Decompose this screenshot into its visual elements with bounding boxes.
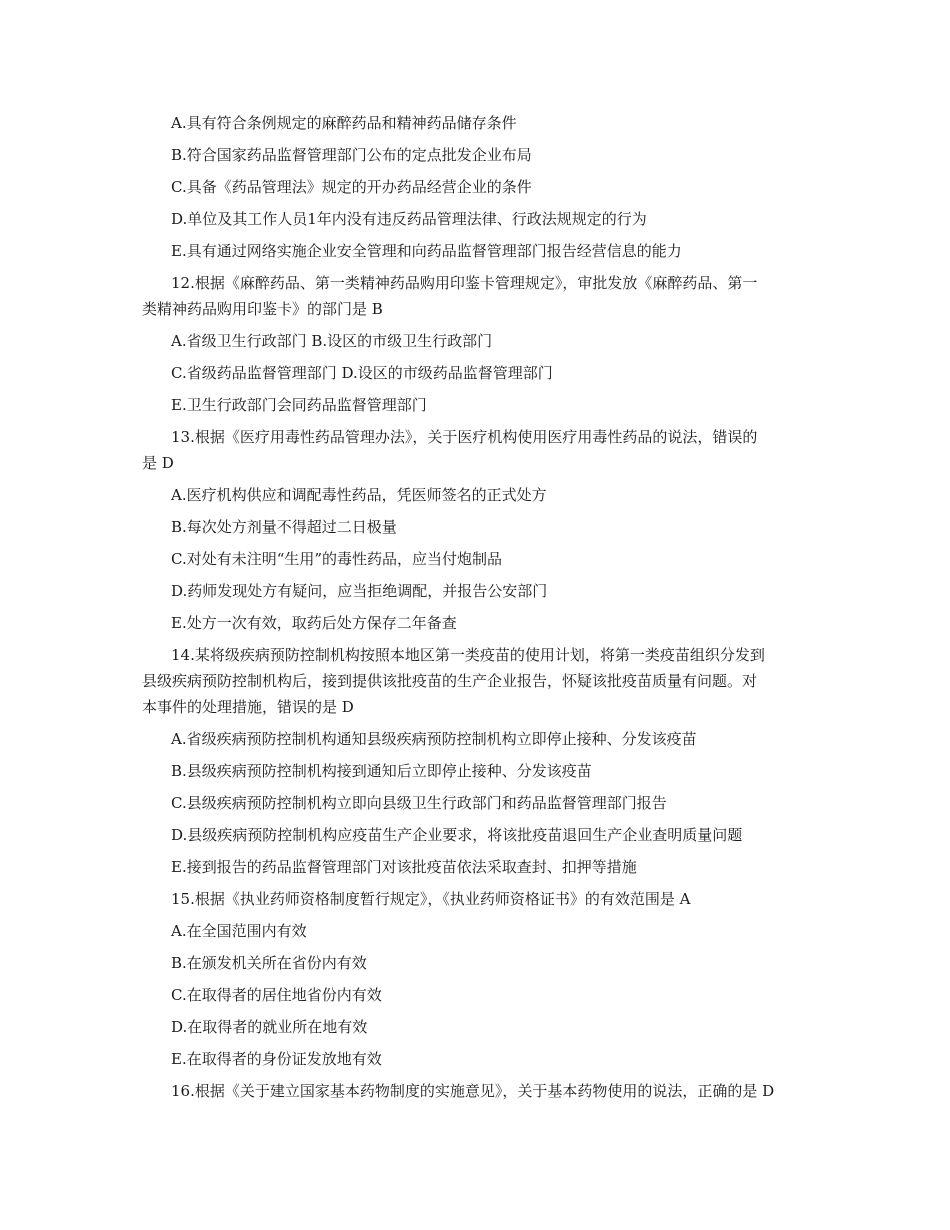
question-line: 14.某将级疾病预防控制机构按照本地区第一类疫苗的使用计划，将第一类疫苗组织分发到	[171, 646, 765, 664]
question-text	[142, 1078, 822, 1104]
question-line: 15.根据《执业药师资格制度暂行规定》，《执业药师资格证书》的有效范围是 A	[171, 890, 691, 908]
answer-option: A.在全国范围内有效	[171, 922, 307, 940]
answer-option: B.县级疾病预防控制机构接到通知后立即停止接种、分发该疫苗	[171, 762, 592, 780]
question-line: 类精神药品购用印鉴卡》的部门是 B	[142, 300, 383, 318]
answer-option: C.具备《药品管理法》规定的开办药品经营企业的条件	[171, 178, 532, 196]
answer-option: A.省级疾病预防控制机构通知县级疾病预防控制机构立即停止接种、分发该疫苗	[171, 730, 697, 748]
answer-option: B.在颁发机关所在省份内有效	[171, 954, 367, 972]
answer-option: B.每次处方剂量不得超过二日极量	[171, 518, 397, 536]
question-line: 是 D	[142, 454, 174, 472]
answer-option: A.省级卫生行政部门 B.设区的市级卫生行政部门	[171, 332, 493, 350]
answer-option: C.省级药品监督管理部门 D.设区的市级药品监督管理部门	[171, 364, 553, 382]
question-line: 12.根据《麻醉药品、第一类精神药品购用印鉴卡管理规定》，审批发放《麻醉药品、第一	[171, 274, 758, 292]
question-line: 16.根据《关于建立国家基本药物制度的实施意见》，关于基本药物使用的说法，正确的是 D	[171, 1082, 775, 1100]
question-line: 本事件的处理措施，错误的是 D	[142, 698, 354, 716]
document-body	[142, 110, 822, 1110]
answer-option: E.处方一次有效，取药后处方保存二年备查	[171, 614, 457, 632]
answer-option: A.医疗机构供应和调配毒性药品，凭医师签名的正式处方	[171, 486, 547, 504]
question-line: 县级疾病预防控制机构后，接到提供该批疫苗的生产企业报告，怀疑该批疫苗质量有问题。对	[142, 672, 758, 690]
answer-option: D.在取得者的就业所在地有效	[171, 1018, 368, 1036]
answer-option: A.具有符合条例规定的麻醉药品和精神药品储存条件	[171, 114, 517, 132]
question-text	[142, 424, 822, 476]
answer-option: D.药师发现处方有疑问，应当拒绝调配，并报告公安部门	[171, 582, 548, 600]
question-text	[142, 270, 822, 322]
answer-option: D.县级疾病预防控制机构应疫苗生产企业要求，将该批疫苗退回生产企业查明质量问题	[171, 826, 743, 844]
answer-option: C.县级疾病预防控制机构立即向县级卫生行政部门和药品监督管理部门报告	[171, 794, 667, 812]
answer-option: E.具有通过网络实施企业安全管理和向药品监督管理部门报告经营信息的能力	[171, 242, 682, 260]
answer-option: B.符合国家药品监督管理部门公布的定点批发企业布局	[171, 146, 532, 164]
answer-option: E.接到报告的药品监督管理部门对该批疫苗依法采取查封、扣押等措施	[171, 858, 637, 876]
answer-option: E.卫生行政部门会同药品监督管理部门	[171, 396, 427, 414]
question-line: 13.根据《医疗用毒性药品管理办法》，关于医疗机构使用医疗用毒性药品的说法，错误的	[171, 428, 758, 446]
answer-option: E.在取得者的身份证发放地有效	[171, 1050, 382, 1068]
answer-option: D.单位及其工作人员1年内没有违反药品管理法律、行政法规规定的行为	[171, 210, 647, 228]
answer-option: C.在取得者的居住地省份内有效	[171, 986, 382, 1004]
question-text	[142, 642, 822, 720]
answer-option: C.对处有未注明“生用”的毒性药品，应当付炮制品	[171, 550, 503, 568]
question-text	[142, 886, 822, 912]
